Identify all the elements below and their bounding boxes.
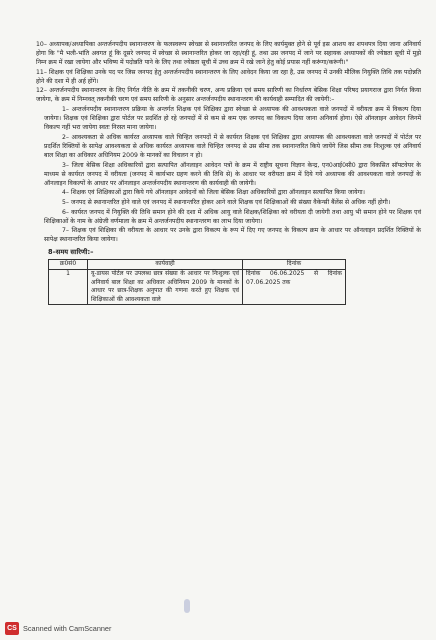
row-sno: 1 (49, 270, 88, 305)
camscanner-logo-icon: CS (5, 622, 19, 635)
step-4: 4– शिक्षक एवं शिक्षिकाओं द्वारा किये गये ऑनलाइन आवेदनों को जिला बेसिक शिक्षा अधिकारियों द्वारा ऑनलाइन सत्यापित किया जायेगा। (62, 189, 365, 197)
header-action: कार्यवाही (88, 260, 243, 270)
document-body (36, 40, 421, 305)
paragraph-12: 12– अन्तर्जनपदीय स्थानान्तरण के लिए निर्गत नीति के क्रम में तकनीकी चरण, अन्य प्रक्रिया एवं समय सारिणी का निर्धारण बेसिक शिक्षा परिषद प्रयागराज द्वारा निर्गत किया जायेगा, के क्रम में निम्नवत् तकनीकी चरण एवं समय सारिणी के अनुसार अन्तर्जनपदीय स्थानान्तरण की कार्यवाही सम्पादित की जायेगी:– (36, 87, 421, 104)
watermark-text: Scanned with CamScanner (23, 624, 112, 633)
row-date: दिनांक 06.06.2025 से दिनांक 07.06.2025 तक (243, 270, 346, 305)
row-action: यू-डायस पोर्टल पर उपलब्ध छात्र संख्या के आधार पर निःशुल्क एवं अनिवार्य बाल शिक्षा का अधिकार अधिनियम 2009 के मानकों के आधार पर छात्र-शिक्षक अनुपात की गणना करते हुए शिक्षक एवं शिक्षिकाओं की आवश्यकता वाले (88, 270, 243, 305)
step-7: 7– शिक्षक एवं शिक्षिका की वरीयता के आधार पर उनके द्वारा विकल्प के रूप में दिए गए जनपद के विकल्प क्रम के आधार पर ऑनलाइन प्रदर्शित रिक्तियों के सापेक्ष स्थानान्तरित किया जायेगा। (44, 227, 421, 244)
schedule-table (48, 259, 346, 305)
step-5: 5– जनपद से स्थानान्तरित होने वाले एवं जनपद में स्थानान्तरित होकर आने वाले शिक्षक एवं शिक्षिकाओं की संख्या वैकेन्सी बैंलेंस से अधिक नहीं होगी। (62, 198, 391, 206)
step-2: 2– आवश्यकता से अधिक कार्यरत अध्यापक वाले चिन्हित जनपदों में से कार्यरत शिक्षक एवं शिक्षिका द्वारा अध्यापक की आवश्यकता वाले जनपदों में पोर्टल पर प्रदर्शित रिक्तियों के सापेक्ष आवश्यकता से अधिक कार्यरत अध्यापक वाले चिन्हित जनपद से उस सीमा तक स्थानान्तरित किये जायेंगे जिस सीमा तक निःशुल्क एवं अनिवार्य बाल शिक्षा का अधिकार अधिनियम 2009 के मानकों का विचलन न हो। (44, 133, 421, 159)
pencil-icon (184, 599, 190, 613)
paragraph-11: 11– शिक्षक एवं शिक्षिका उनके पद पर जिस जनपद हेतु अन्तर्जनपदीय स्थानान्तरण के लिए आवेदन किया जा रहा है, उस जनपद में उनकी मौलिक नियुक्ति तिथि तक पदोन्नति होने की दशा में ही अर्ह होंगे। (36, 68, 421, 85)
schedule-title: 8–समय सारिणी:– (48, 248, 94, 257)
step-6: 6– कार्यरत जनपद में नियुक्ति की तिथि समान होने की दशा में अधिक आयु वाले शिक्षक/शिक्षिका को वरीयता दी जायेगी तथा आयु भी समान होने पर शिक्षक एवं शिक्षिकाओं के नाम के अंग्रेजी वर्णमाला के क्रम में अन्तर्जनपदीय स्थानान्तरण का लाभ दिया जायेगा। (44, 208, 421, 225)
schedule-header-row (49, 260, 346, 270)
header-sno: क्र0सं0 (49, 260, 88, 270)
header-date: दिनांक (243, 260, 346, 270)
step-3: 3– जिला बेसिक शिक्षा अधिकारियों द्वारा सत्यापित ऑनलाइन आवेदन पत्रों के क्रम में राष्ट्रीय सूचना विज्ञान केन्द्र, एन0आई0सी0 द्वारा विकसित सॉफ्टवेयर के माध्यम से कार्यरत जनपद में वरीयता (जनपद में कार्यभार ग्रहण करने की तिथि से) के आधार पर वरीयता क्रम में दिये गये अध्यापक की आवश्यकता वाले जनपदों के ऑनलाइन विकल्पों के आधार पर ऑनलाइन अन्तर्जनपदीय स्थानान्तरण की कार्यवाही की जायेगी। (44, 161, 421, 187)
table-row (49, 270, 346, 305)
step-1: 1– अन्तर्जनपदीय स्थानान्तरण प्रक्रिया के अन्तर्गत शिक्षक एवं शिक्षिका द्वारा स्वेच्छा से अध्यापक की आवश्यकता वाले जनपदों में वरीयता क्रम में विकल्प दिया जायेगा। शिक्षक एवं शिक्षिका द्वारा पोर्टल पर प्रदर्शित हो रहे जनपदों में से कम से कम एक जनपद का विकल्प दिया जाना अनिवार्य होगा। ऐसे ऑनलाइन आवेदन जिनमें विकल्प नहीं भरा जायेगा स्वतः निरस्त माना जायेगा। (44, 106, 421, 132)
paragraph-10: 10– अध्यापक/अध्यापिका अन्तर्जनपदीय स्थानान्तरण के फलस्वरूप स्वेच्छा से स्थानान्तरित जनपद के लिए कार्यमुक्त होने से पूर्व इस आशय का शपथपत्र दिया जाना अनिवार्य होगा कि "मै भली-भांति अवगत हूं कि दूसरे जनपद में स्वेच्छा से स्थानान्तरित होकर जा रहा/रही हूं, तथा उस जनपद में जाने पर सहायक अध्यापकों की ज्येष्ठता सूची में मुझे निम्न क्रम में रखा जायेगा और भविष्य में पदोन्नति पाने के लिए तथा ज्येष्ठता सूची में उच्च क्रम में रखे जाने हेतु कोई प्रयास नहीं करूंगा/करूंगी।" (36, 41, 421, 67)
